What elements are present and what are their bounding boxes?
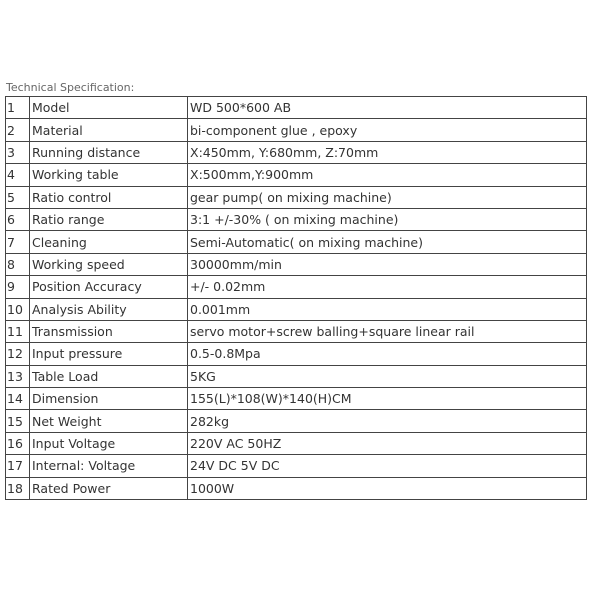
parameter-value: 282kg	[188, 410, 587, 432]
parameter-value: 0.001mm	[188, 298, 587, 320]
parameter-value: +/- 0.02mm	[188, 276, 587, 298]
spec-table-body	[6, 97, 587, 500]
row-number: 13	[6, 365, 30, 387]
table-row	[6, 365, 587, 387]
parameter-value: 220V AC 50HZ	[188, 432, 587, 454]
parameter-value: gear pump( on mixing machine)	[188, 186, 587, 208]
table-row	[6, 477, 587, 499]
parameter-value: 5KG	[188, 365, 587, 387]
table-row	[6, 141, 587, 163]
table-row	[6, 164, 587, 186]
parameter-value: 24V DC 5V DC	[188, 455, 587, 477]
table-row	[6, 231, 587, 253]
spec-table	[5, 96, 587, 500]
parameter-name: Net Weight	[30, 410, 188, 432]
table-row	[6, 253, 587, 275]
parameter-value: Semi-Automatic( on mixing machine)	[188, 231, 587, 253]
table-row	[6, 320, 587, 342]
table-row	[6, 97, 587, 119]
parameter-name: Analysis Ability	[30, 298, 188, 320]
row-number: 17	[6, 455, 30, 477]
table-row	[6, 119, 587, 141]
table-row	[6, 276, 587, 298]
parameter-name: Working speed	[30, 253, 188, 275]
table-row	[6, 298, 587, 320]
table-row	[6, 343, 587, 365]
parameter-value: 155(L)*108(W)*140(H)CM	[188, 388, 587, 410]
parameter-name: Running distance	[30, 141, 188, 163]
row-number: 16	[6, 432, 30, 454]
row-number: 7	[6, 231, 30, 253]
parameter-name: Cleaning	[30, 231, 188, 253]
parameter-value: X:500mm,Y:900mm	[188, 164, 587, 186]
parameter-value: 1000W	[188, 477, 587, 499]
row-number: 14	[6, 388, 30, 410]
parameter-name: Material	[30, 119, 188, 141]
parameter-name: Table Load	[30, 365, 188, 387]
parameter-name: Ratio control	[30, 186, 188, 208]
parameter-name: Input pressure	[30, 343, 188, 365]
row-number: 5	[6, 186, 30, 208]
table-row	[6, 208, 587, 230]
row-number: 3	[6, 141, 30, 163]
row-number: 8	[6, 253, 30, 275]
row-number: 9	[6, 276, 30, 298]
row-number: 15	[6, 410, 30, 432]
parameter-name: Transmission	[30, 320, 188, 342]
row-number: 2	[6, 119, 30, 141]
parameter-name: Rated Power	[30, 477, 188, 499]
parameter-value: WD 500*600 AB	[188, 97, 587, 119]
parameter-value: bi-component glue , epoxy	[188, 119, 587, 141]
table-row	[6, 432, 587, 454]
table-row	[6, 410, 587, 432]
table-caption: Technical Specification:	[6, 81, 135, 94]
parameter-name: Position Accuracy	[30, 276, 188, 298]
parameter-value: 30000mm/min	[188, 253, 587, 275]
parameter-value: 0.5-0.8Mpa	[188, 343, 587, 365]
parameter-name: Ratio range	[30, 208, 188, 230]
table-row	[6, 186, 587, 208]
parameter-name: Model	[30, 97, 188, 119]
parameter-value: X:450mm, Y:680mm, Z:70mm	[188, 141, 587, 163]
table-row	[6, 455, 587, 477]
parameter-name: Input Voltage	[30, 432, 188, 454]
row-number: 4	[6, 164, 30, 186]
parameter-name: Dimension	[30, 388, 188, 410]
parameter-name: Working table	[30, 164, 188, 186]
parameter-value: 3:1 +/-30% ( on mixing machine)	[188, 208, 587, 230]
row-number: 12	[6, 343, 30, 365]
row-number: 6	[6, 208, 30, 230]
parameter-name: Internal: Voltage	[30, 455, 188, 477]
row-number: 18	[6, 477, 30, 499]
row-number: 10	[6, 298, 30, 320]
table-row	[6, 388, 587, 410]
row-number: 1	[6, 97, 30, 119]
row-number: 11	[6, 320, 30, 342]
parameter-value: servo motor+screw balling+square linear rail	[188, 320, 587, 342]
